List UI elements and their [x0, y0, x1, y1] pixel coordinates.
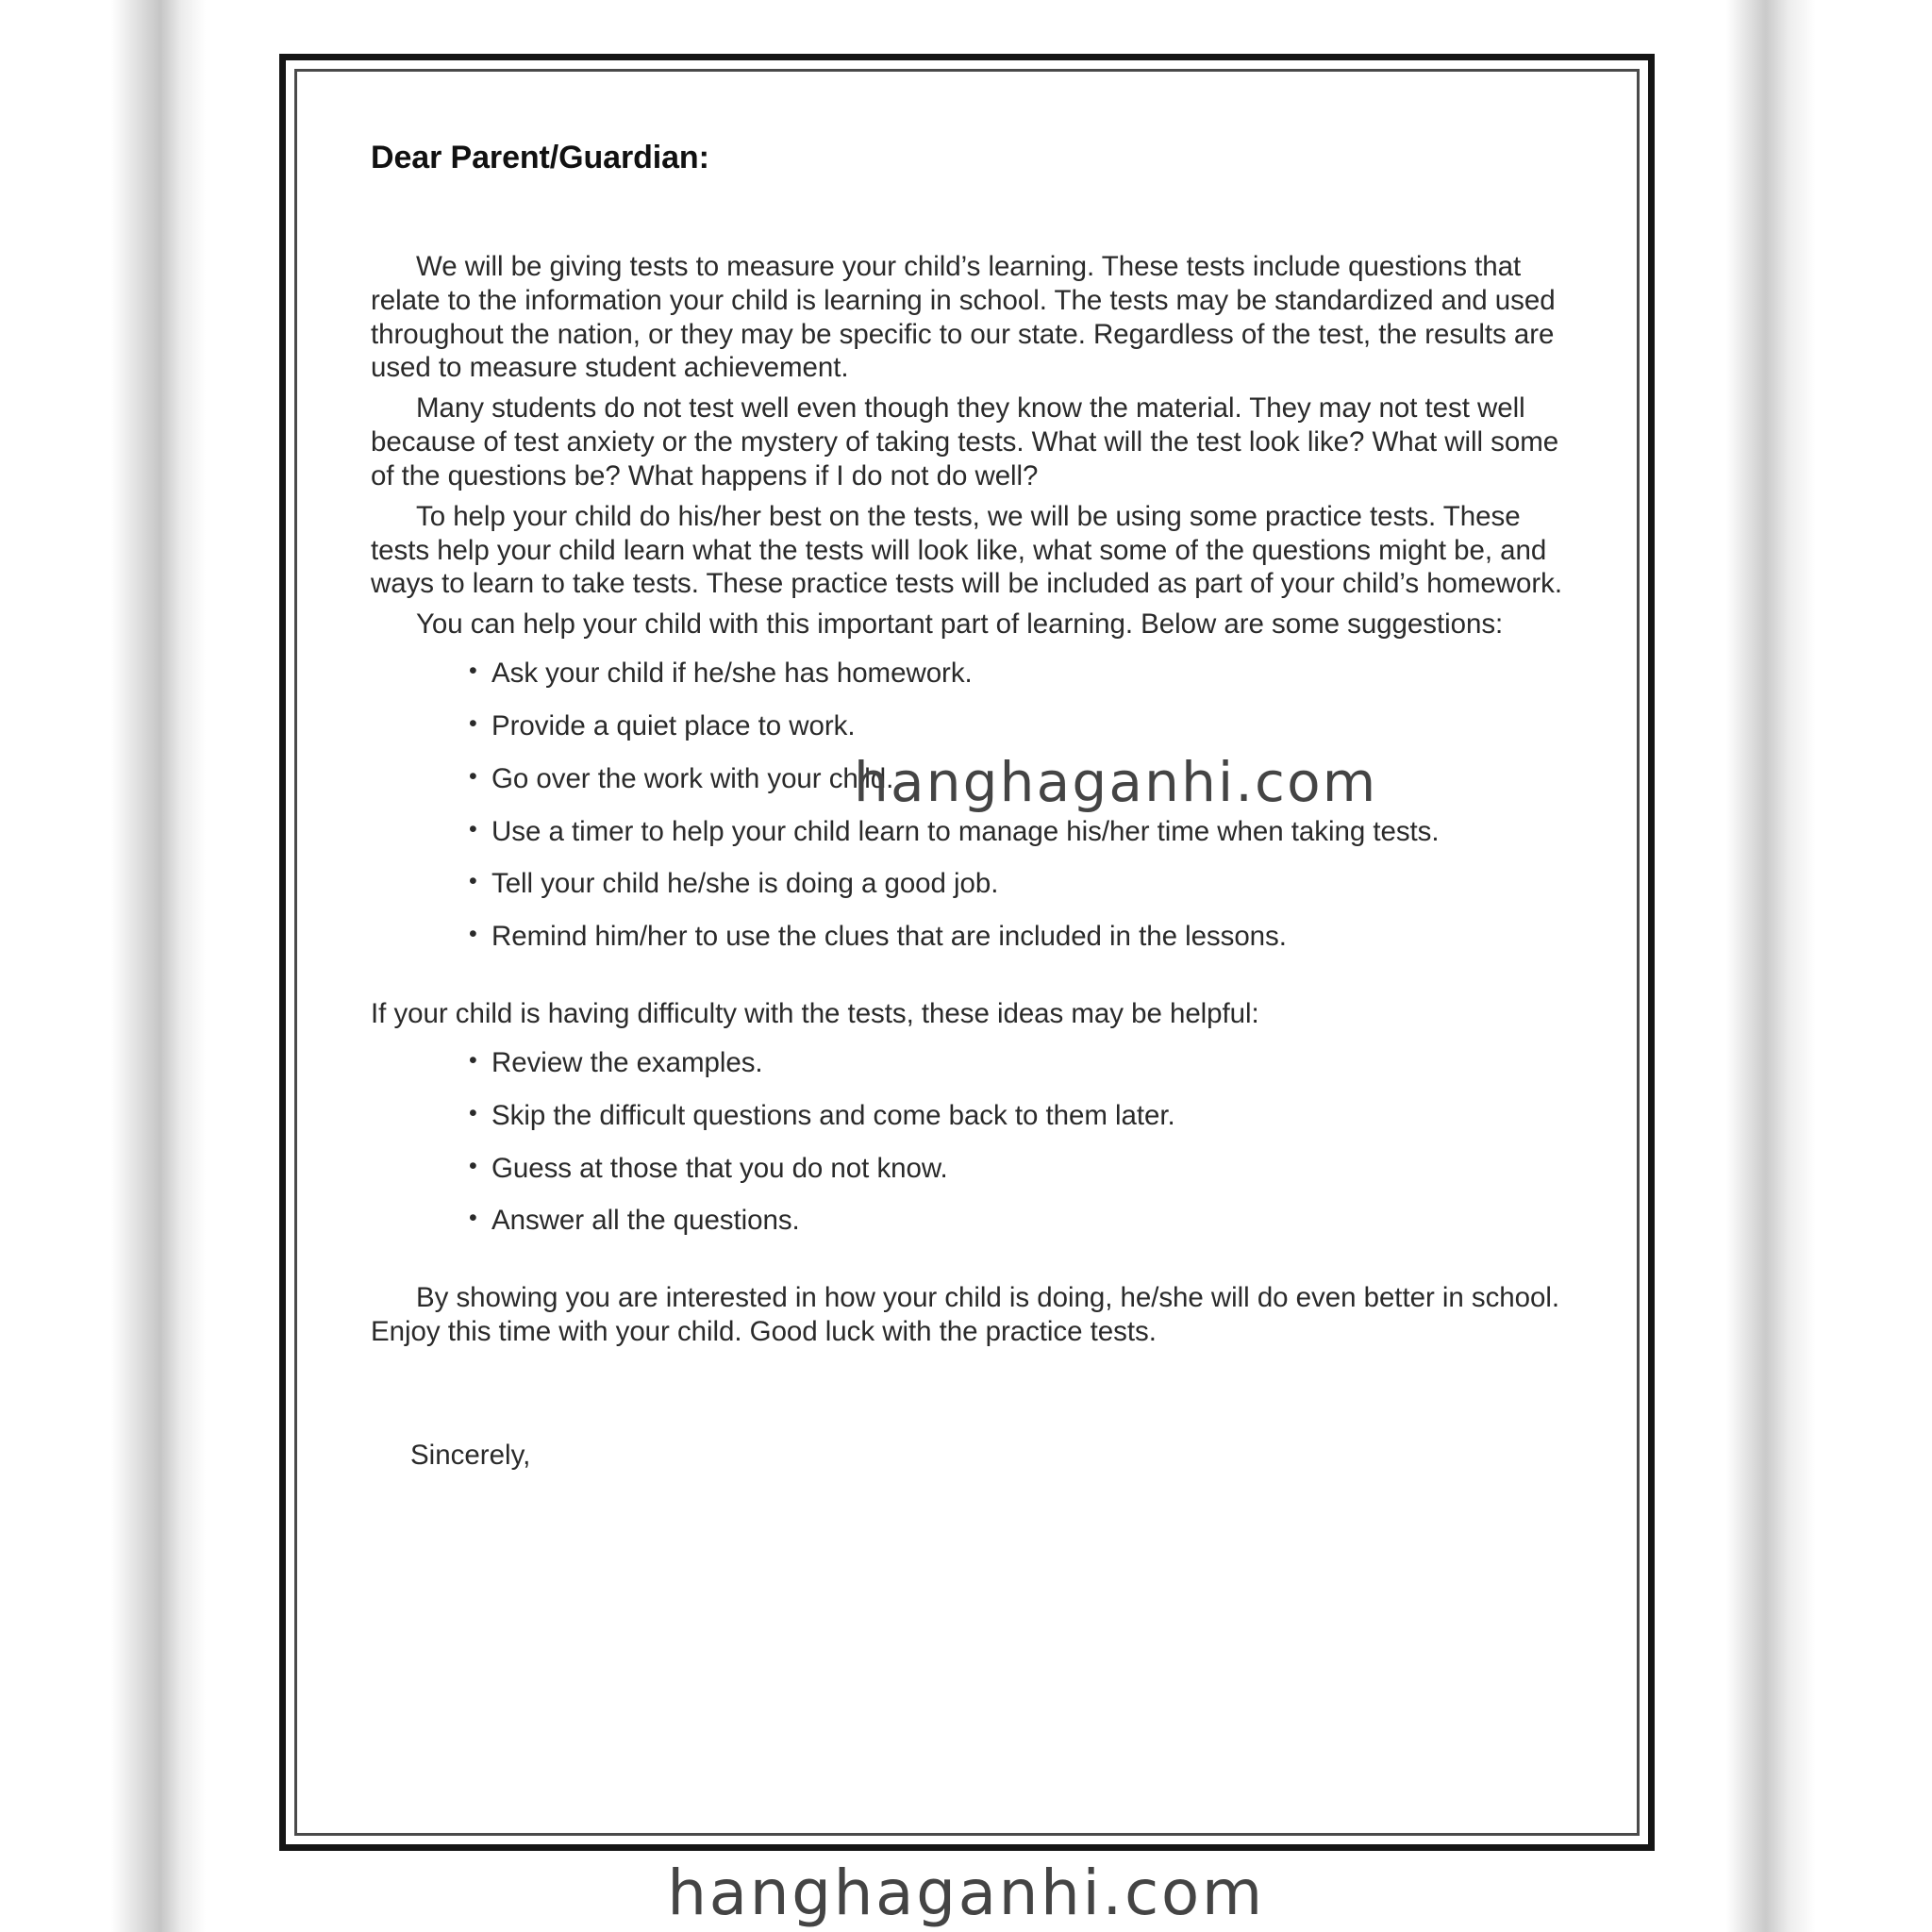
bullet-icon: •: [469, 658, 477, 685]
salutation-heading: Dear Parent/Guardian:: [371, 140, 709, 175]
paragraph-1: We will be giving tests to measure your child’s learning. These tests include questions that relate to the information your child is learning in school. The tests may be standardized and used throughout the nation, or they may be specific to our state. Regardless of the test, the results are used to measure student achievement.: [371, 251, 1556, 384]
page-edge-shadow-left: [111, 0, 206, 1932]
bullet-icon: •: [469, 1205, 477, 1232]
bullet-icon: •: [469, 921, 477, 948]
difficulty-intro-paragraph: If your child is having difficulty with the tests, these ideas may be helpful:: [371, 998, 1259, 1030]
list-item-label: Remind him/her to use the clues that are included in the lessons.: [491, 921, 1287, 953]
list-item-label: Review the examples.: [491, 1046, 763, 1078]
spacer: [371, 1397, 1573, 1439]
list-item: [371, 1152, 1573, 1186]
list-item-label: Use a timer to help your child learn to manage his/her time when taking tests.: [491, 815, 1440, 847]
list-item: [371, 1204, 1573, 1238]
body-watermark: hanghaganhi.com: [854, 750, 1378, 814]
list-item: [371, 920, 1573, 954]
spacer: [371, 641, 1573, 657]
paragraph-2: Many students do not test well even though they know the material. They may not test well because of test anxiety or the mystery of taking tests. What will the test look like? What will some of the questions be? What happens if I do not do well?: [371, 392, 1559, 491]
document-inner-border: [294, 69, 1640, 1836]
closing-paragraph: By showing you are interested in how your child is doing, he/she will do even better in school. Enjoy this time with your child. Good luck with the practice tests.: [371, 1282, 1559, 1348]
list-item-label: Guess at those that you do not know.: [491, 1152, 948, 1184]
list-item-label: Answer all the questions.: [491, 1205, 800, 1237]
document-sheet: [279, 54, 1655, 1851]
spacer: [371, 1031, 1573, 1046]
bullet-icon: •: [469, 815, 477, 842]
bullet-icon: •: [469, 868, 477, 895]
list-item-label: Skip the difficult questions and come back to them later.: [491, 1099, 1175, 1131]
bullet-icon: •: [469, 1099, 477, 1126]
letter-body: [297, 72, 1637, 1833]
bullet-icon: •: [469, 1152, 477, 1179]
list-item: [371, 1046, 1573, 1080]
spacer: [371, 1356, 1573, 1397]
list-item: [371, 867, 1573, 901]
list-item: [371, 657, 1573, 691]
list-item-label: Ask your child if he/she has homework.: [491, 658, 973, 690]
list-item-label: Provide a quiet place to work.: [491, 709, 856, 741]
page-edge-shadow-right: [1726, 0, 1816, 1932]
list-item: [371, 1099, 1573, 1133]
bullet-icon: •: [469, 762, 477, 790]
list-item: [371, 709, 1573, 743]
bullet-icon: •: [469, 709, 477, 737]
paragraph-4-suggestions-intro: You can help your child with this important part of learning. Below are some suggestions:: [416, 608, 1504, 641]
spacer: [371, 973, 1573, 997]
spacer: [371, 1257, 1573, 1281]
bullet-icon: •: [469, 1046, 477, 1074]
list-item: [371, 815, 1573, 849]
difficulty-bullet-list: [371, 1046, 1573, 1238]
footer-watermark: hanghaganhi.com: [667, 1857, 1265, 1929]
paragraph-3: To help your child do his/her best on the tests, we will be using some practice tests. These tests help your child learn what the tests will look like, what some of the questions might be, and ways to learn to take tests. These practice tests will be included as part of your child’s homework.: [371, 500, 1563, 600]
list-item-label: Tell your child he/she is doing a good job.: [491, 868, 999, 900]
list-item-label: Go over the work with your child.: [491, 762, 894, 794]
signoff-text: Sincerely,: [410, 1439, 531, 1471]
